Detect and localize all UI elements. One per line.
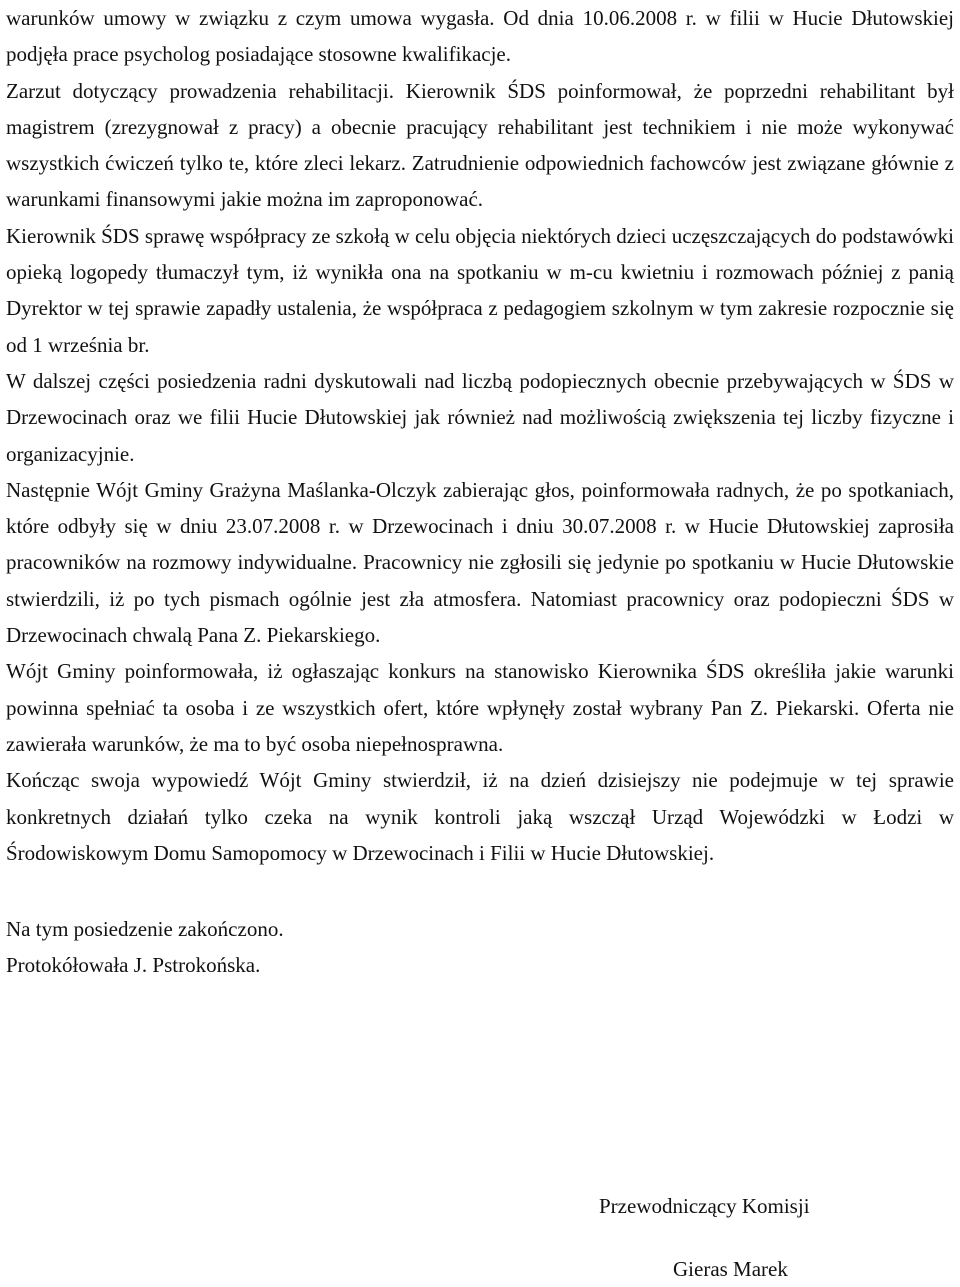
paragraph-discussion: W dalszej części posiedzenia radni dyskutowali nad liczbą podopiecznych obecnie przebywających w ŚDS w Drzewocinach oraz we filii Hucie Dłutowskiej jak również nad możliwością zwiększenia tej liczby fizyczne i organizacyjnie.	[6, 368, 954, 466]
spacer	[6, 871, 954, 911]
closing-line-meeting-end: Na tym posiedzenie zakończono.	[6, 917, 284, 942]
paragraph-rehabilitation: Zarzut dotyczący prowadzenia rehabilitacji. Kierownik ŚDS poinformował, że poprzedni rehabilitant był magistrem (zrezygnował z pracy) a obecnie pracujący rehabilitant jest technikiem i nie może wykonywać wszystkich ćwiczeń tylko te, które zleci lekarz. Zatrudnienie odpowiednich fachowców jest związane głównie z warunkami finansowymi jakie można im zaproponować.	[6, 78, 954, 212]
paragraph-mayor-meetings: Następnie Wójt Gminy Grażyna Maślanka-Olczyk zabierając głos, poinformowała radnych, że po spotkaniach, które odbyły się w dniu 23.07.2008 r. w Drzewocinach i dniu 30.07.2008 r. w Hucie Dłutowskiej zaprosiła pracowników na rozmowy indywidualne. Pracownicy nie zgłosili się jedynie po spotkaniu w Hucie Dłutowskie stwierdzili, iż po tych pismach ogólnie jest zła atmosfera. Natomiast pracownicy oraz podopieczni ŚDS w Drzewocinach chwalą Pana Z. Piekarskiego.	[6, 477, 954, 648]
paragraph-conclusion: Kończąc swoja wypowiedź Wójt Gminy stwierdził, iż na dzień dzisiejszy nie podejmuje w tej sprawie konkretnych działań tylko czeka na wynik kontroli jaką wszczął Urząd Wojewódzki w Łodzi w Środowiskowym Domu Samopomocy w Drzewocinach i Filii w Hucie Dłutowskiej.	[6, 768, 954, 865]
signature-name: Gieras Marek	[673, 1257, 788, 1281]
paragraph-school-cooperation: Kierownik ŚDS sprawę współpracy ze szkołą w celu objęcia niektórych dzieci uczęszczających do podstawówki opieką logopedy tłumaczył tym, iż wynikła ona na spotkaniu w m-cu kwietniu i rozmowach później z panią Dyrektor w tej sprawie zapadły ustalenia, że współpraca z pedagogiem szkolnym w tym zakresie rozpocznie się od 1 września br.	[6, 223, 954, 357]
paragraph-contract: warunków umowy w związku z czym umowa wygasła. Od dnia 10.06.2008 r. w filii w Hucie Dłutowskiej podjęła prace psycholog posiadające stosowne kwalifikacje.	[6, 6, 954, 67]
signature-title: Przewodniczący Komisji	[599, 1194, 810, 1218]
document-page	[6, 0, 954, 984]
paragraph-competition: Wójt Gminy poinformowała, iż ogłaszając konkurs na stanowisko Kierownika ŚDS określiła jakie warunki powinna spełniać ta osoba i ze wszystkich ofert, które wpłynęły został wybrany Pan Z. Piekarski. Oferta nie zawierała warunków, że ma to być osoba niepełnosprawna.	[6, 659, 954, 756]
closing-line-recorder: Protokółowała J. Pstrokońska.	[6, 953, 261, 978]
